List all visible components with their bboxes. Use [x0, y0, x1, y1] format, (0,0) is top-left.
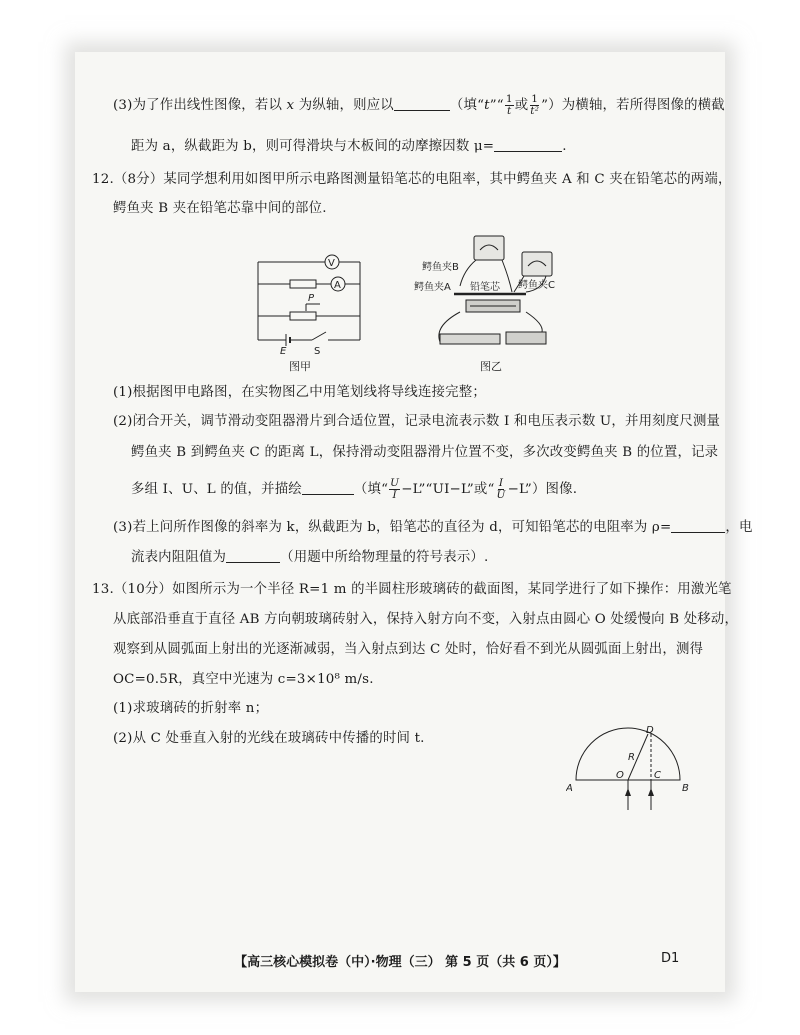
q12-part3-line1: (3)若上问所作图像的斜率为 k，纵截距为 b，铅笔芯的直径为 d，可知铅笔芯的电阻率为 ρ= ，电: [113, 520, 753, 535]
q13-line2: 从底部沿垂直于直径 AB 方向朝玻璃砖射入，保持入射方向不变，入射点由圆心 O 处缓慢向 B 处移动，: [113, 612, 739, 627]
figure-jia-caption: 图甲: [289, 360, 311, 373]
q11-part3-line1: (3)为了作出线性图像，若以 x 为纵轴，则应以 （填“t”“ $\frac{1}{t}$ 或 $\frac{1}{\text{t²}}$ ”）为横轴，若所得图像的横截: [113, 93, 725, 117]
fraction-1-over-t-squared: $\frac{1}{\text{t²}}$: [530, 93, 540, 117]
clip-a-label: 鳄鱼夹A: [414, 282, 451, 293]
q12-heading-line1: 12.（8分）某同学想利用如图甲所示电路图测量铅笔芯的电阻率，其中鳄鱼夹 A 和 C 夹在铅笔芯的两端，: [92, 172, 732, 187]
fraction-i-over-u: $\frac{I}{U}$: [496, 477, 506, 501]
q13-sub1: (1)求玻璃砖的折射率 n；: [113, 701, 269, 716]
q12-heading-line2: 鳄鱼夹 B 夹在铅笔芯靠中间的部位.: [113, 201, 327, 216]
battery-label: E: [280, 346, 287, 357]
clip-c-label: 鳄鱼夹C: [518, 280, 555, 291]
point-b-label: B: [682, 783, 689, 794]
answer-blank: [494, 137, 562, 152]
answer-blank: [226, 548, 280, 563]
point-c-label: C: [654, 770, 661, 781]
switch-label: S: [314, 346, 321, 357]
q13-line4: OC=0.5R，真空中光速为 c=3×10⁸ m/s.: [113, 672, 374, 687]
q12-part2-line1: (2)闭合开关，调节滑动变阻器滑片到合适位置，记录电流表示数 I 和电压表示数 U，并用刻度尺测量: [113, 414, 721, 429]
ammeter-label: A: [334, 280, 341, 291]
q13-line3: 观察到从圆弧面上射出的光逐渐减弱，当入射点到达 C 处时，恰好看不到光从圆弧面上射出，测得: [113, 642, 704, 657]
clip-b-label: 鳄鱼夹B: [422, 262, 459, 273]
slider-label: P: [308, 293, 315, 304]
point-d-label: D: [646, 725, 654, 736]
circuit-diagram-jia: [250, 248, 370, 360]
paper-code: D1: [661, 951, 680, 966]
point-a-label: A: [566, 783, 573, 794]
apparatus-photo-yi: [414, 232, 564, 354]
voltmeter-label: V: [328, 258, 335, 269]
fraction-u-over-i: $\frac{U}{I}$: [390, 477, 400, 501]
figure-yi-caption: 图乙: [480, 360, 502, 373]
fraction-1-over-t: $\frac{1}{t}$: [505, 93, 513, 117]
pencil-lead-label: 铅笔芯: [470, 282, 500, 293]
q13-sub2: (2)从 C 处垂直入射的光线在玻璃砖中传播的时间 t.: [113, 731, 425, 746]
q12-part1: (1)根据图甲电路图，在实物图乙中用笔划线将导线连接完整；: [113, 385, 486, 400]
q12-part3-line2: 流表内阻阻值为 （用题中所给物理量的符号表示）.: [131, 550, 489, 565]
q12-part2-line2: 鳄鱼夹 B 到鳄鱼夹 C 的距离 L，保持滑动变阻器滑片位置不变，多次改变鳄鱼夹 B 的位置，记录: [131, 445, 719, 460]
page-footer: 【高三核心模拟卷（中）·物理（三） 第 5 页（共 6 页）】: [234, 955, 566, 970]
point-o-label: O: [616, 770, 624, 781]
radius-label: R: [628, 752, 635, 763]
semicircle-glass-diagram: [566, 724, 692, 816]
q11-part3-line2: 距为 a，纵截距为 b，则可得滑块与木板间的动摩擦因数 μ= .: [131, 139, 567, 154]
q13-line1: 13.（10分）如图所示为一个半径 R=1 m 的半圆柱形玻璃砖的截面图，某同学进行了如下操作：用激光笔: [92, 582, 732, 597]
answer-blank: [302, 480, 354, 495]
answer-blank: [671, 518, 725, 533]
q12-part2-line3: 多组 I、U、L 的值，并描绘 （填“ $\frac{U}{I}$ −L”“UI−L”或“ $\frac{I}{U}$ −L”）图像.: [131, 477, 578, 501]
answer-blank: [394, 96, 450, 111]
